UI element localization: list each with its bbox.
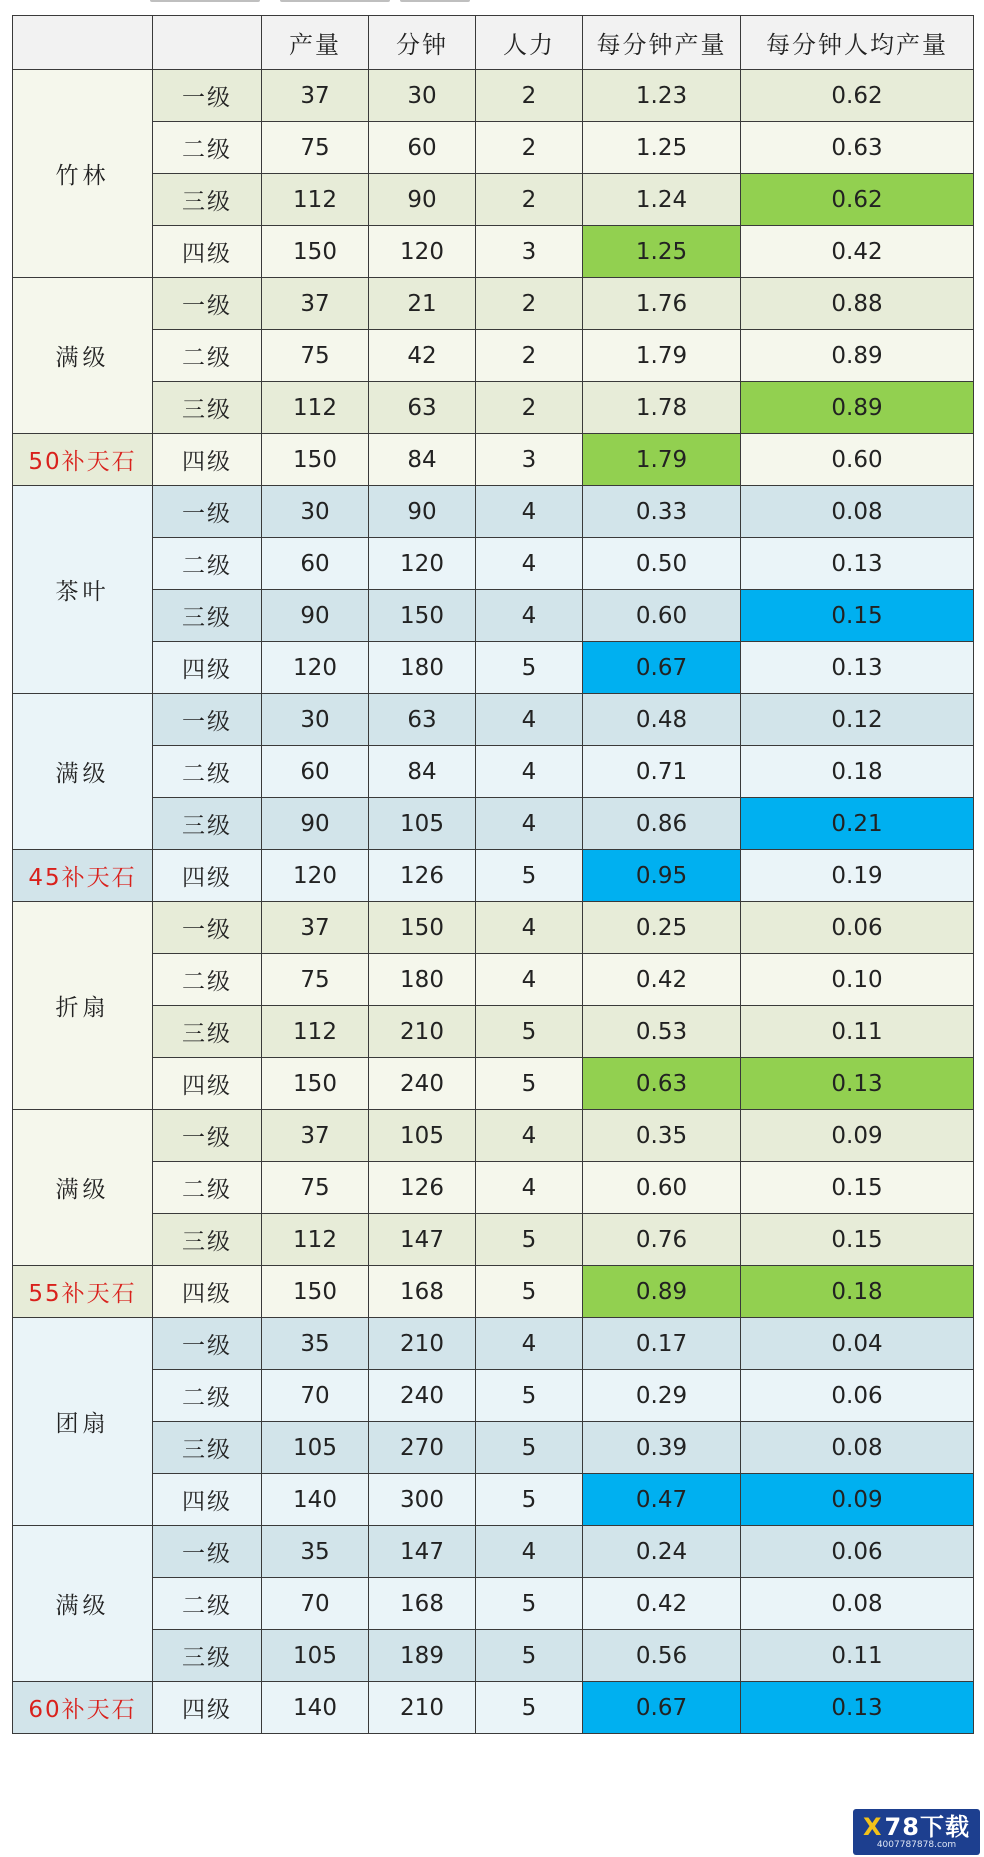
manpower-cell: 5 xyxy=(476,1006,583,1058)
table-row xyxy=(13,1422,974,1474)
manpower-cell: 5 xyxy=(476,1266,583,1318)
per-person-output-cell: 0.18 xyxy=(741,1266,974,1318)
manpower-cell: 4 xyxy=(476,1526,583,1578)
output-per-minute-cell: 0.63 xyxy=(583,1058,741,1110)
header-cell-blank-2 xyxy=(153,16,262,70)
output-cell: 60 xyxy=(262,538,369,590)
level-cell: 二级 xyxy=(153,1370,262,1422)
per-person-output-cell: 0.62 xyxy=(741,70,974,122)
per-person-output-cell: 0.15 xyxy=(741,1162,974,1214)
level-cell: 四级 xyxy=(153,1266,262,1318)
output-cell: 90 xyxy=(262,590,369,642)
level-cell: 一级 xyxy=(153,486,262,538)
table-row xyxy=(13,902,974,954)
manpower-cell: 5 xyxy=(476,1370,583,1422)
manpower-cell: 4 xyxy=(476,902,583,954)
output-cell: 75 xyxy=(262,122,369,174)
per-person-output-cell: 0.08 xyxy=(741,486,974,538)
level-cell: 二级 xyxy=(153,1162,262,1214)
upgrade-cost-note: 50补天石 xyxy=(13,434,153,486)
header-output: 产量 xyxy=(262,16,369,70)
manpower-cell: 4 xyxy=(476,1110,583,1162)
manpower-cell: 2 xyxy=(476,174,583,226)
output-cell: 37 xyxy=(262,278,369,330)
table-row xyxy=(13,1370,974,1422)
table-row xyxy=(13,174,974,226)
minutes-cell: 21 xyxy=(369,278,476,330)
manpower-cell: 2 xyxy=(476,70,583,122)
table-row xyxy=(13,1058,974,1110)
clipped-text-fragment xyxy=(400,0,470,2)
minutes-cell: 30 xyxy=(369,70,476,122)
clipped-text-fragment xyxy=(150,0,260,2)
output-per-minute-cell: 0.67 xyxy=(583,1682,741,1734)
group-label-cell: 满级 xyxy=(13,1526,153,1682)
output-per-minute-cell: 1.79 xyxy=(583,330,741,382)
level-cell: 四级 xyxy=(153,1682,262,1734)
output-cell: 112 xyxy=(262,1214,369,1266)
table-row xyxy=(13,278,974,330)
manpower-cell: 2 xyxy=(476,382,583,434)
output-cell: 150 xyxy=(262,1266,369,1318)
level-cell: 三级 xyxy=(153,1214,262,1266)
level-cell: 一级 xyxy=(153,1526,262,1578)
level-cell: 一级 xyxy=(153,1318,262,1370)
output-per-minute-cell: 0.48 xyxy=(583,694,741,746)
table-row xyxy=(13,1006,974,1058)
output-per-minute-cell: 0.24 xyxy=(583,1526,741,1578)
output-per-minute-cell: 1.78 xyxy=(583,382,741,434)
output-cell: 70 xyxy=(262,1370,369,1422)
table-row xyxy=(13,1110,974,1162)
output-per-minute-cell: 1.25 xyxy=(583,122,741,174)
minutes-cell: 147 xyxy=(369,1214,476,1266)
per-person-output-cell: 0.89 xyxy=(741,330,974,382)
output-per-minute-cell: 0.25 xyxy=(583,902,741,954)
per-person-output-cell: 0.15 xyxy=(741,1214,974,1266)
per-person-output-cell: 0.18 xyxy=(741,746,974,798)
output-cell: 140 xyxy=(262,1682,369,1734)
minutes-cell: 105 xyxy=(369,1110,476,1162)
per-person-output-cell: 0.12 xyxy=(741,694,974,746)
minutes-cell: 189 xyxy=(369,1630,476,1682)
per-person-output-cell: 0.09 xyxy=(741,1474,974,1526)
per-person-output-cell: 0.63 xyxy=(741,122,974,174)
level-cell: 一级 xyxy=(153,278,262,330)
output-cell: 120 xyxy=(262,642,369,694)
manpower-cell: 5 xyxy=(476,1630,583,1682)
output-per-minute-cell: 0.42 xyxy=(583,1578,741,1630)
table-row xyxy=(13,1682,974,1734)
level-cell: 二级 xyxy=(153,746,262,798)
minutes-cell: 126 xyxy=(369,1162,476,1214)
minutes-cell: 150 xyxy=(369,590,476,642)
output-per-minute-cell: 0.95 xyxy=(583,850,741,902)
output-cell: 150 xyxy=(262,434,369,486)
level-cell: 三级 xyxy=(153,382,262,434)
per-person-output-cell: 0.19 xyxy=(741,850,974,902)
output-cell: 37 xyxy=(262,1110,369,1162)
level-cell: 一级 xyxy=(153,70,262,122)
manpower-cell: 3 xyxy=(476,434,583,486)
per-person-output-cell: 0.89 xyxy=(741,382,974,434)
minutes-cell: 120 xyxy=(369,538,476,590)
output-cell: 75 xyxy=(262,954,369,1006)
level-cell: 二级 xyxy=(153,954,262,1006)
group-label-cell: 满级 xyxy=(13,278,153,434)
minutes-cell: 210 xyxy=(369,1318,476,1370)
manpower-cell: 2 xyxy=(476,122,583,174)
per-person-output-cell: 0.13 xyxy=(741,642,974,694)
output-per-minute-cell: 0.50 xyxy=(583,538,741,590)
output-cell: 150 xyxy=(262,226,369,278)
table-row xyxy=(13,694,974,746)
output-per-minute-cell: 0.60 xyxy=(583,590,741,642)
level-cell: 一级 xyxy=(153,902,262,954)
table-row xyxy=(13,538,974,590)
manpower-cell: 5 xyxy=(476,642,583,694)
header-output-per-minute: 每分钟产量 xyxy=(583,16,741,70)
table-row xyxy=(13,70,974,122)
group-label-cell: 折扇 xyxy=(13,902,153,1110)
table-row xyxy=(13,1214,974,1266)
minutes-cell: 90 xyxy=(369,174,476,226)
per-person-output-cell: 0.08 xyxy=(741,1578,974,1630)
manpower-cell: 5 xyxy=(476,1422,583,1474)
manpower-cell: 5 xyxy=(476,1058,583,1110)
output-cell: 112 xyxy=(262,174,369,226)
per-person-output-cell: 0.13 xyxy=(741,1058,974,1110)
table-body xyxy=(13,70,974,1734)
output-cell: 60 xyxy=(262,746,369,798)
minutes-cell: 120 xyxy=(369,226,476,278)
per-person-output-cell: 0.06 xyxy=(741,902,974,954)
output-per-minute-cell: 1.23 xyxy=(583,70,741,122)
minutes-cell: 63 xyxy=(369,694,476,746)
per-person-output-cell: 0.09 xyxy=(741,1110,974,1162)
minutes-cell: 147 xyxy=(369,1526,476,1578)
table-row xyxy=(13,1526,974,1578)
level-cell: 三级 xyxy=(153,590,262,642)
level-cell: 三级 xyxy=(153,1006,262,1058)
per-person-output-cell: 0.60 xyxy=(741,434,974,486)
level-cell: 二级 xyxy=(153,1578,262,1630)
per-person-output-cell: 0.10 xyxy=(741,954,974,1006)
output-cell: 75 xyxy=(262,330,369,382)
level-cell: 四级 xyxy=(153,1474,262,1526)
table-row xyxy=(13,1162,974,1214)
table-row xyxy=(13,434,974,486)
watermark-logo: X78下载 xyxy=(863,1812,970,1841)
output-per-minute-cell: 0.89 xyxy=(583,1266,741,1318)
minutes-cell: 240 xyxy=(369,1058,476,1110)
level-cell: 二级 xyxy=(153,122,262,174)
per-person-output-cell: 0.62 xyxy=(741,174,974,226)
output-per-minute-cell: 1.79 xyxy=(583,434,741,486)
table-row xyxy=(13,954,974,1006)
output-cell: 120 xyxy=(262,850,369,902)
output-cell: 37 xyxy=(262,902,369,954)
output-per-minute-cell: 0.29 xyxy=(583,1370,741,1422)
header-manpower: 人力 xyxy=(476,16,583,70)
per-person-output-cell: 0.15 xyxy=(741,590,974,642)
group-label-cell: 满级 xyxy=(13,1110,153,1266)
output-per-minute-cell: 0.33 xyxy=(583,486,741,538)
output-per-minute-cell: 0.60 xyxy=(583,1162,741,1214)
minutes-cell: 210 xyxy=(369,1006,476,1058)
level-cell: 四级 xyxy=(153,850,262,902)
manpower-cell: 4 xyxy=(476,1162,583,1214)
per-person-output-cell: 0.88 xyxy=(741,278,974,330)
output-per-minute-cell: 1.76 xyxy=(583,278,741,330)
per-person-output-cell: 0.21 xyxy=(741,798,974,850)
production-table xyxy=(12,15,974,1734)
group-label-cell: 茶叶 xyxy=(13,486,153,694)
minutes-cell: 42 xyxy=(369,330,476,382)
level-cell: 一级 xyxy=(153,694,262,746)
output-cell: 105 xyxy=(262,1422,369,1474)
group-label-cell: 团扇 xyxy=(13,1318,153,1526)
table-row xyxy=(13,382,974,434)
level-cell: 三级 xyxy=(153,1630,262,1682)
minutes-cell: 60 xyxy=(369,122,476,174)
output-cell: 30 xyxy=(262,486,369,538)
output-cell: 37 xyxy=(262,70,369,122)
output-per-minute-cell: 1.24 xyxy=(583,174,741,226)
site-watermark xyxy=(853,1809,980,1855)
upgrade-cost-note: 45补天石 xyxy=(13,850,153,902)
output-cell: 35 xyxy=(262,1526,369,1578)
minutes-cell: 240 xyxy=(369,1370,476,1422)
clipped-text-fragment xyxy=(280,0,390,2)
minutes-cell: 300 xyxy=(369,1474,476,1526)
manpower-cell: 5 xyxy=(476,1682,583,1734)
header-cell-blank-1 xyxy=(13,16,153,70)
output-per-minute-cell: 0.71 xyxy=(583,746,741,798)
table-row xyxy=(13,1630,974,1682)
output-per-minute-cell: 0.86 xyxy=(583,798,741,850)
output-per-minute-cell: 0.42 xyxy=(583,954,741,1006)
level-cell: 三级 xyxy=(153,1422,262,1474)
level-cell: 四级 xyxy=(153,226,262,278)
manpower-cell: 5 xyxy=(476,850,583,902)
per-person-output-cell: 0.13 xyxy=(741,538,974,590)
table-row xyxy=(13,330,974,382)
minutes-cell: 168 xyxy=(369,1578,476,1630)
manpower-cell: 4 xyxy=(476,486,583,538)
output-per-minute-cell: 0.67 xyxy=(583,642,741,694)
output-cell: 30 xyxy=(262,694,369,746)
minutes-cell: 63 xyxy=(369,382,476,434)
upgrade-cost-note: 60补天石 xyxy=(13,1682,153,1734)
output-cell: 35 xyxy=(262,1318,369,1370)
per-person-output-cell: 0.06 xyxy=(741,1370,974,1422)
output-per-minute-cell: 0.39 xyxy=(583,1422,741,1474)
output-cell: 70 xyxy=(262,1578,369,1630)
level-cell: 四级 xyxy=(153,642,262,694)
minutes-cell: 84 xyxy=(369,746,476,798)
clipped-title-remnant xyxy=(0,0,984,8)
per-person-output-cell: 0.11 xyxy=(741,1006,974,1058)
minutes-cell: 126 xyxy=(369,850,476,902)
header-output-per-minute-per-person: 每分钟人均产量 xyxy=(741,16,974,70)
table-row xyxy=(13,1318,974,1370)
table-row xyxy=(13,642,974,694)
output-per-minute-cell: 1.25 xyxy=(583,226,741,278)
output-cell: 150 xyxy=(262,1058,369,1110)
minutes-cell: 84 xyxy=(369,434,476,486)
manpower-cell: 2 xyxy=(476,278,583,330)
table-row xyxy=(13,850,974,902)
output-per-minute-cell: 0.47 xyxy=(583,1474,741,1526)
table-row xyxy=(13,746,974,798)
level-cell: 四级 xyxy=(153,434,262,486)
minutes-cell: 168 xyxy=(369,1266,476,1318)
upgrade-cost-note: 55补天石 xyxy=(13,1266,153,1318)
per-person-output-cell: 0.11 xyxy=(741,1630,974,1682)
output-cell: 140 xyxy=(262,1474,369,1526)
level-cell: 二级 xyxy=(153,538,262,590)
output-cell: 105 xyxy=(262,1630,369,1682)
manpower-cell: 4 xyxy=(476,694,583,746)
level-cell: 二级 xyxy=(153,330,262,382)
level-cell: 三级 xyxy=(153,174,262,226)
output-per-minute-cell: 0.17 xyxy=(583,1318,741,1370)
minutes-cell: 90 xyxy=(369,486,476,538)
manpower-cell: 3 xyxy=(476,226,583,278)
minutes-cell: 180 xyxy=(369,954,476,1006)
output-per-minute-cell: 0.76 xyxy=(583,1214,741,1266)
table-row xyxy=(13,798,974,850)
group-label-cell: 竹林 xyxy=(13,70,153,278)
minutes-cell: 105 xyxy=(369,798,476,850)
manpower-cell: 2 xyxy=(476,330,583,382)
header-minutes: 分钟 xyxy=(369,16,476,70)
table-row xyxy=(13,1578,974,1630)
level-cell: 三级 xyxy=(153,798,262,850)
table-row xyxy=(13,486,974,538)
per-person-output-cell: 0.08 xyxy=(741,1422,974,1474)
output-per-minute-cell: 0.53 xyxy=(583,1006,741,1058)
level-cell: 一级 xyxy=(153,1110,262,1162)
manpower-cell: 4 xyxy=(476,590,583,642)
level-cell: 四级 xyxy=(153,1058,262,1110)
header-row xyxy=(13,16,974,70)
output-cell: 90 xyxy=(262,798,369,850)
output-cell: 75 xyxy=(262,1162,369,1214)
per-person-output-cell: 0.13 xyxy=(741,1682,974,1734)
minutes-cell: 210 xyxy=(369,1682,476,1734)
table-row xyxy=(13,1474,974,1526)
table-row xyxy=(13,122,974,174)
manpower-cell: 4 xyxy=(476,1318,583,1370)
manpower-cell: 5 xyxy=(476,1214,583,1266)
minutes-cell: 150 xyxy=(369,902,476,954)
manpower-cell: 4 xyxy=(476,538,583,590)
output-per-minute-cell: 0.56 xyxy=(583,1630,741,1682)
table-row xyxy=(13,1266,974,1318)
output-cell: 112 xyxy=(262,382,369,434)
manpower-cell: 4 xyxy=(476,954,583,1006)
manpower-cell: 5 xyxy=(476,1474,583,1526)
output-per-minute-cell: 0.35 xyxy=(583,1110,741,1162)
manpower-cell: 4 xyxy=(476,798,583,850)
watermark-url: 4007787878.com xyxy=(876,1839,957,1850)
group-label-cell: 满级 xyxy=(13,694,153,850)
manpower-cell: 5 xyxy=(476,1578,583,1630)
table-row xyxy=(13,226,974,278)
manpower-cell: 4 xyxy=(476,746,583,798)
output-cell: 112 xyxy=(262,1006,369,1058)
minutes-cell: 270 xyxy=(369,1422,476,1474)
minutes-cell: 180 xyxy=(369,642,476,694)
per-person-output-cell: 0.42 xyxy=(741,226,974,278)
per-person-output-cell: 0.04 xyxy=(741,1318,974,1370)
table-row xyxy=(13,590,974,642)
per-person-output-cell: 0.06 xyxy=(741,1526,974,1578)
